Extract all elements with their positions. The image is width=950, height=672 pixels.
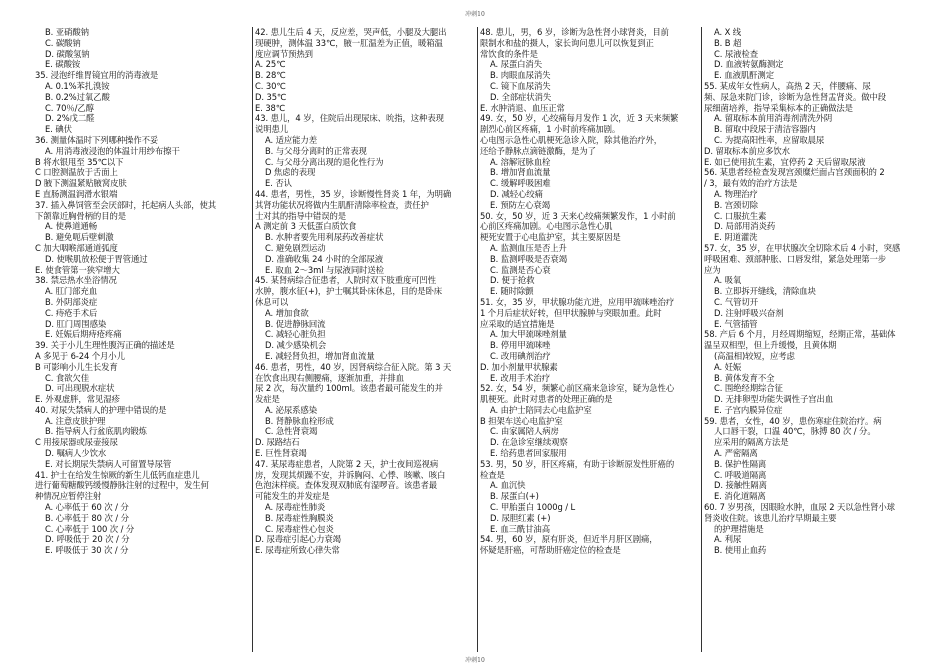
option-line: A. 注意皮肤护理	[45, 415, 106, 426]
question-line: 45. 某肾病综合征患者，人院时双下肢重度可凹性	[255, 275, 437, 286]
option-line: A. 物理治疗	[714, 188, 758, 199]
option-line: A. 监测血压是否上升	[490, 242, 567, 253]
question-line: 53. 男，50 岁，肝区疼痛，有助于诊断原发性肝癌的	[480, 458, 675, 469]
option-line: B. 立即拆开缝线，清除血块	[714, 286, 816, 297]
option-line: A. 0.1%苯扎溴铵	[45, 80, 110, 91]
option-line: A. 由护士陪同去心电监护室	[490, 404, 592, 415]
option-line: C. 减轻心脏负担	[265, 329, 326, 340]
option-line: C. 尿毒症性心包炎	[265, 523, 334, 534]
option-line: D. 可出现脱水症状	[45, 383, 115, 394]
option-line: C. 痔疮手术后	[45, 307, 98, 318]
option-line: 在饮食出现右侧腰痛，逐渐加重，并排血	[255, 372, 404, 383]
option-line: A. 心率低于 60 次 / 分	[45, 502, 129, 513]
option-line: D. 注射呼吸兴奋剂	[714, 307, 784, 318]
option-line: 肾炎收住院。该患儿治疗早期最主要	[704, 512, 837, 523]
option-line: D. 减少感染机会	[265, 340, 327, 351]
option-line: E. 碳酸铵	[45, 59, 81, 70]
option-line: E. 妊娠后期痔疮疼痛	[45, 329, 122, 340]
option-line: D. 嘱病人少饮水	[45, 448, 107, 459]
option-line: 梗死安置于心电监护室，其主要原因是	[480, 232, 621, 243]
option-line: 士对其的指导中错误的是	[255, 210, 347, 221]
option-line: D. 使喉肌放松便于胃管通过	[45, 253, 148, 264]
option-line: 的护理措施是	[714, 523, 764, 534]
option-line: 种情况应暂停注射	[35, 491, 102, 502]
option-line: E. 阴道灌洗	[714, 232, 758, 243]
option-line: C. 尿液检查	[714, 48, 758, 59]
question-line: 52. 女，54 岁，频繁心前区痛来急诊室，疑为急性心	[480, 383, 675, 394]
question-line: 38. 禁忌热水坐浴情况	[35, 275, 117, 286]
option-line: B. 保护性隔离	[714, 458, 767, 469]
option-line: C. 与父母分离出现的退化性行为	[265, 156, 384, 167]
option-line: C. 心率低于 100 次 / 分	[45, 523, 135, 534]
option-line: E. 呼吸低于 30 次 / 分	[45, 545, 129, 556]
option-line: A 测定前 3 天低蛋白质饮食	[255, 221, 357, 232]
option-line: B. 停用甲巯咪唑	[490, 340, 551, 351]
page-footer: 冲刺10	[465, 657, 485, 664]
question-line: 41. 护士在给发生惊厥的新生儿低钙血症患儿	[35, 469, 200, 480]
question-line: 37. 插入鼻饲管至会厌部时，托起病人头部，使其	[35, 199, 217, 210]
option-line: A. 25℃	[255, 59, 286, 70]
option-line: C 用接尿器或尿壶接尿	[35, 437, 118, 448]
option-line: 心电图示急性心肌梗死急诊入院，除其他治疗外，	[480, 134, 663, 145]
option-line: 应采取的适宜措施是	[480, 318, 555, 329]
option-line: B. 外阴部炎症	[45, 296, 98, 307]
option-line: C. 镜下血尿消失	[490, 80, 551, 91]
question-line: 58. 产后 6 个月，月经周期缩短，经期正常，基础体	[704, 329, 896, 340]
option-line: D 焦虑的表现	[265, 167, 316, 178]
option-line: E 直肠测温润滑水银端	[35, 188, 118, 199]
option-line: D. 呼吸低于 20 次 / 分	[45, 534, 130, 545]
option-line: A. 溶解冠脉血栓	[490, 156, 551, 167]
option-line: C. 口服抗生素	[714, 210, 767, 221]
question-line: 47. 某尿毒症患者，人院第 2 天，护士夜间巡视病	[255, 458, 439, 469]
column-divider	[252, 27, 253, 652]
option-line: 检查是	[480, 469, 505, 480]
option-line: D. 加小剂量甲状腺素	[480, 361, 558, 372]
question-line: 60. 7 岁男孩，因眼睑水肿，血尿 2 天以急性肾小球	[704, 502, 895, 513]
option-line: D. 尿路结石	[255, 437, 300, 448]
option-line: D. 尿胆红素 (+)	[490, 512, 551, 523]
option-line: A. 适应能力差	[265, 134, 317, 145]
option-line: D. 减轻心绞痛	[490, 188, 543, 199]
option-line: 进行葡萄糖酸钙缓慢静脉注射的过程中，发生何	[35, 480, 209, 491]
option-line: E. 血液肌酐测定	[714, 70, 774, 81]
option-line: E. 改用手术治疗	[490, 372, 550, 383]
option-line: E. 预防左心衰竭	[490, 199, 550, 210]
option-line: 水肿，腹水征(+)，护士嘱其卧床休息，目的是卧床	[255, 286, 443, 297]
option-line: 应采用的隔离方法是	[714, 437, 789, 448]
option-line: B. 尿蛋白(+)	[490, 491, 539, 502]
option-line: D 腋下测温紧贴腋窝皮肤	[35, 178, 127, 189]
option-line: E. 取血 2～3ml 与尿液同时送检	[265, 264, 384, 275]
option-line: D. 2%戊二醛	[45, 113, 95, 124]
column-divider	[477, 27, 478, 652]
question-line: 51. 女，35 岁，甲状腺功能亢进，应用甲巯咪唑治疗	[480, 296, 675, 307]
option-line: C. 围绝经期综合征	[714, 383, 783, 394]
option-line: A 多见于 6-24 个月小儿	[35, 350, 125, 361]
option-line: B. 促进静脉回流	[265, 318, 326, 329]
option-line: B. 使用止血药	[714, 545, 767, 556]
option-line: 其肾功能状况将做内生肌酐清除率检查，责任护	[255, 199, 429, 210]
question-line: 48. 患儿，男，6 岁，诊断为急性肾小球肾炎，目前	[480, 27, 669, 37]
option-line: A. 利尿	[714, 534, 742, 545]
page-header: 冲刺10	[465, 11, 485, 18]
option-line: 色泡沫样痰。查体发现双肺底有湿啰音。该患者最	[255, 480, 438, 491]
option-line: B. 避免呃后壁刺激	[45, 232, 114, 243]
option-line: A. 吸氧	[714, 275, 742, 286]
option-line: 呼吸困难、颈部肿胀、口唇发绀，紧急处理第一步	[704, 253, 887, 264]
option-line: D. 在急诊室继续观察	[490, 437, 568, 448]
option-line: B. 指导病人行盆底肌肉锻炼	[45, 426, 147, 437]
column-1	[35, 27, 250, 652]
option-line: / 3，最有效的治疗方法是	[704, 178, 798, 189]
option-line: 剧烈心前区疼痛，1 小时前疼痛加剧。	[480, 124, 621, 135]
option-line: 应为	[704, 264, 721, 275]
question-line: 43. 患儿，4 岁，住院后出现尿床、吮指，这种表现	[255, 113, 444, 124]
question-line: 46. 患者，男性，40 岁，因肾病综合征入院。第 3 天	[255, 361, 452, 372]
option-line: E. 随时除颤	[490, 286, 534, 297]
option-line: A. 加大甲巯咪唑剂量	[490, 329, 567, 340]
option-line: 肌梗死。此时对患者的处理正确的是	[480, 394, 613, 405]
option-line: E. 碘伏	[45, 124, 72, 135]
option-line: E. 减轻肾负担，增加肾血流量	[265, 350, 375, 361]
option-line: E. 否认	[265, 178, 292, 189]
option-line: 还给予静脉点滴链激酶，是为了	[480, 145, 596, 156]
option-line: B. 宫颈切除	[714, 199, 758, 210]
option-line: C 加大咽喉部通道弧度	[35, 242, 118, 253]
option-line: A. 尿蛋白消失	[490, 59, 542, 70]
option-line: A. 泌尿系感染	[265, 404, 317, 415]
option-line: B. 增加肾血流量	[490, 167, 551, 178]
column-divider	[701, 27, 702, 652]
option-line: 可能发生的并发症是	[255, 491, 330, 502]
option-line: D. 血液转氨酶测定	[714, 59, 784, 70]
option-line: E. 尿毒症所致心律失常	[255, 545, 340, 556]
option-line: D. 肛门周围感染	[45, 318, 107, 329]
option-line: D. 尿毒症引起心力衰竭	[255, 534, 341, 545]
option-line: E. 巨性肾衰竭	[255, 448, 307, 459]
option-line: C. 碳酸钠	[45, 37, 81, 48]
option-line: C. 气管切开	[714, 296, 758, 307]
option-line: D. 无排卵型功能失调性子宫出血	[714, 394, 834, 405]
question-line: 39. 关于小儿生理性腹泻正确的描述是	[35, 340, 175, 351]
option-line: D. 35℃	[255, 91, 287, 102]
question-line: 56. 某患者经检查发现宫颈糜烂面占宫颈面积的 2	[704, 167, 885, 178]
column-2	[255, 27, 479, 652]
option-line: C. 甲胎蛋白 1000g / L	[490, 502, 576, 513]
option-line: B. 亚硝酸钠	[45, 27, 89, 37]
option-line: A. 留取标本前用消毒剂清洗外阴	[714, 113, 833, 124]
option-line: D. 便于抢救	[490, 275, 535, 286]
option-line: E. 消化道隔离	[714, 491, 766, 502]
option-line: A. 血沉快	[490, 480, 526, 491]
option-line: 1 个月后症状好转，但甲状腺肿与突眼加重。此时	[480, 307, 662, 318]
option-line: A. 尿毒症性肺炎	[265, 502, 326, 513]
option-line: E. 给药患者回家服用	[490, 448, 567, 459]
option-line: 说明患儿	[255, 124, 289, 135]
option-line: E. 38℃	[255, 102, 286, 113]
column-4	[704, 27, 924, 652]
option-line: E. 外观虚胖，常见湿疹	[35, 394, 120, 405]
column-3	[480, 27, 702, 652]
question-line: 42. 患儿生后 4 天，反应差，哭声低，小腿及大腿出	[255, 27, 447, 37]
option-line: B. 肾静脉血栓形成	[265, 415, 334, 426]
option-line: C. 70％/乙醇	[45, 102, 94, 113]
option-line: 温呈双相型，但上升缓慢，且黄体期	[704, 340, 837, 351]
option-line: B 担架车送心电监护室	[480, 415, 563, 426]
option-line: D. 留取标本前应多饮水	[704, 145, 790, 156]
option-line: C. 缓解呼吸困难	[490, 178, 551, 189]
option-line: D. 碳酸氢钠	[45, 48, 90, 59]
option-line: B. 黄体发育不全	[714, 372, 775, 383]
question-line: 54. 男，60 岁，原有肝炎，但近半月肝区剧痛，	[480, 534, 658, 545]
question-line: 55. 某成年女性病人，高热 2 天，伴腰痛、尿	[704, 80, 871, 91]
option-line: A. 增加食欲	[265, 307, 309, 318]
question-line: 36. 测量体温时下列哪种操作不妥	[35, 134, 159, 145]
question-line: 49. 女，50 岁，心绞痛每月发作 1 次，近 3 天来频繁	[480, 113, 679, 124]
option-line: C. 30℃	[255, 80, 286, 91]
option-line: B 将水银甩至 35℃以下	[35, 156, 124, 167]
question-line: 57. 女，35 岁，在甲状腺次全切除术后 4 小时，突感	[704, 242, 901, 253]
question-line: 40. 对尿失禁病人的护理中错误的是	[35, 404, 167, 415]
option-line: 度应调节预热到	[255, 48, 313, 59]
option-line: D. 接触性隔离	[714, 480, 767, 491]
option-line: 频、尿急来院门诊，诊断为急性肾盂肾炎。做中段	[704, 91, 887, 102]
option-line: E. 气管插管	[714, 318, 758, 329]
option-line: (高温相)较短，应考虑	[714, 350, 795, 361]
option-line: E. 使食管第一狭窄增大	[35, 264, 120, 275]
option-line: 下颌靠近胸骨柄的目的是	[35, 210, 127, 221]
option-line: 限制水和盐的摄人，家长询问患儿可以恢复到正	[480, 37, 654, 48]
option-line: B. 尿毒症性胸膜炎	[265, 512, 334, 523]
option-line: A. 妊娠	[714, 361, 742, 372]
option-line: A. 用消毒液浸泡的体温计用纱布擦干	[45, 145, 180, 156]
option-line: E. 子宫内膜异位症	[714, 404, 783, 415]
option-line: B. 0.2%过氧乙酸	[45, 91, 110, 102]
question-line: 59. 患者，女性，40 岁，患伤寒症住院治疗。病	[704, 415, 882, 426]
option-line: C. 急性肾衰竭	[265, 426, 318, 437]
option-line: E. 水肿消退、血压正常	[480, 102, 565, 113]
option-line: E. 血三酰甘油高	[490, 523, 550, 534]
option-line: C. 为提高阳性率，应留取晨尿	[714, 134, 825, 145]
option-line: B 可影响小儿生长发育	[35, 361, 118, 372]
option-line: B. B 超	[714, 37, 742, 48]
option-line: 尿细菌培养，指导采集标本的正确做法是	[704, 102, 853, 113]
option-line: A. X 线	[714, 27, 742, 37]
option-line: E. 如已使用抗生素，宜停药 2 天后留取尿液	[704, 156, 866, 167]
option-line: A. 使鼻道通畅	[45, 221, 97, 232]
option-line: C. 由家属陪人病房	[490, 426, 559, 437]
option-line: C. 改用碘剂治疗	[490, 350, 551, 361]
option-line: B. 留取中段尿于清洁容器内	[714, 124, 816, 135]
question-line: 50. 女，50 岁，近 3 天来心绞痛频繁发作，1 小时前	[480, 210, 676, 221]
option-line: 怀疑是肝癌，可帮助肝癌定位的检查是	[480, 545, 621, 556]
question-line: 44. 患者，男性，35 岁，诊断慢性肾炎 1 年，为明确	[255, 188, 452, 199]
option-line: B. 28℃	[255, 70, 286, 81]
option-line: C. 监测是否心衰	[490, 264, 551, 275]
option-line: B. 心率低于 80 次 / 分	[45, 512, 129, 523]
option-line: B. 肉眼血尿消失	[490, 70, 551, 81]
option-line: B. 水肿者要先用利尿药改善症状	[265, 232, 384, 243]
option-line: E. 对长期尿失禁病人可留置导尿管	[45, 458, 172, 469]
option-line: 心前区疼痛加剧。心电图示急性心肌	[480, 221, 613, 232]
option-line: C. 避免剧烈运动	[265, 242, 326, 253]
option-line: 休息可以	[255, 296, 289, 307]
option-line: 尿 2 次，每次量约 100ml。该患者最可能发生的并	[255, 383, 443, 394]
option-line: 常饮食的条件是	[480, 48, 538, 59]
option-line: D. 准确收集 24 小时的全部尿液	[265, 253, 384, 264]
option-line: A. 肛门部充血	[45, 286, 97, 297]
option-line: D. 全部症状消失	[490, 91, 552, 102]
option-line: D. 局部用消炎药	[714, 221, 776, 232]
option-line: A. 严密隔离	[714, 448, 758, 459]
option-line: 现硬肿，测体温 33℃，腋一肛温差为正值，暖箱温	[255, 37, 443, 48]
option-line: C. 食欲欠佳	[45, 372, 89, 383]
option-line: 房，发现其烦躁不安，并诉胸闷、心悸、咳嗽、咳白	[255, 469, 446, 480]
option-line: 发症是	[255, 394, 280, 405]
question-line: 35. 浸泡纤维胃镜宜用的消毒液是	[35, 70, 159, 81]
option-line: 人口唇干裂，口温 40℃，脉搏 80 次 / 分。	[714, 426, 876, 437]
option-line: B. 监测呼吸是否衰竭	[490, 253, 567, 264]
option-line: C. 呼吸道隔离	[714, 469, 767, 480]
option-line: B. 与父母分离时的正常表现	[265, 145, 367, 156]
option-line: C 口腔测温放于舌面上	[35, 167, 118, 178]
